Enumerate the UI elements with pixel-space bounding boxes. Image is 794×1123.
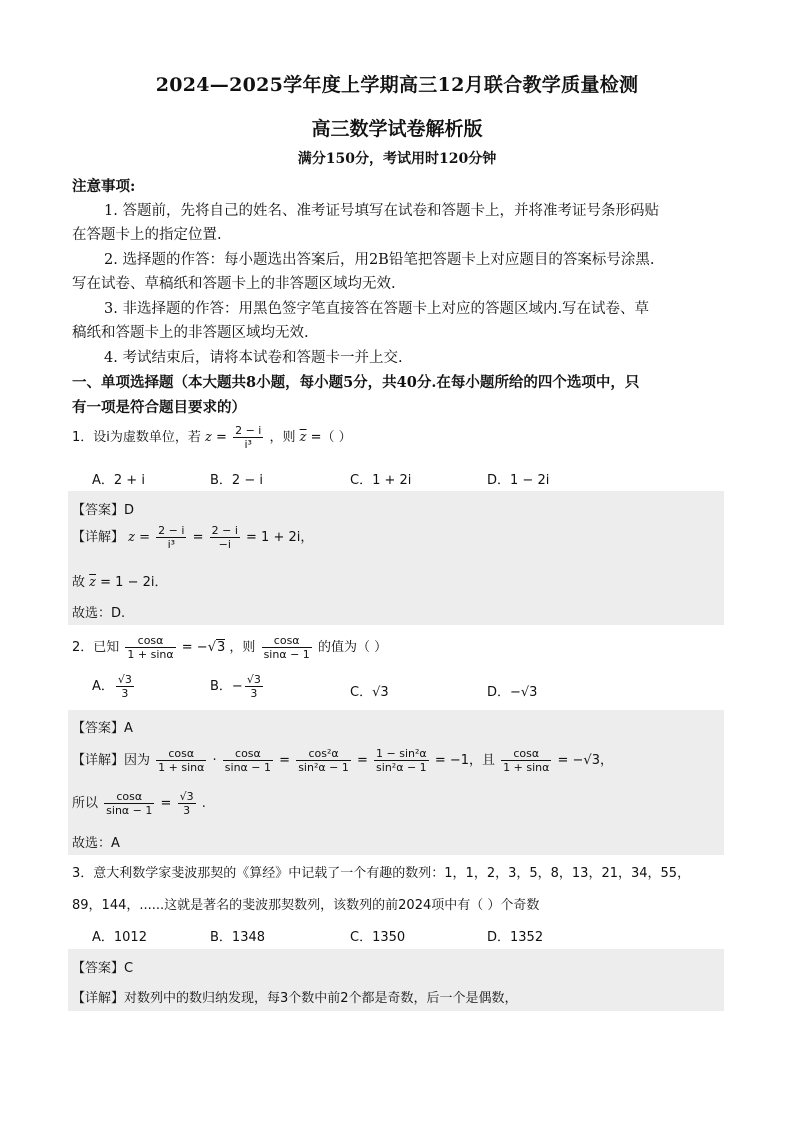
q1-num: 2 − i: [235, 424, 262, 437]
q1-answer: 【答案】D: [72, 503, 135, 518]
q2-prefix: 2．已知: [72, 640, 120, 655]
q2-so-end: .: [201, 796, 206, 811]
q3-line-1: 3．意大利数学家斐波那契的《算经》中记载了一个有趣的数列：1，1，2，3，5，8，13，21，34，55，: [72, 866, 691, 881]
q2-so-result: [178, 790, 196, 817]
notice-item-4: 4. 考试结束后，请将本试卷和答题卡一并上交.: [104, 350, 403, 366]
q2-opt-a-num: √3: [117, 673, 132, 686]
q1-therefore-label: 故: [72, 575, 86, 590]
q3-option-c: C．1350: [350, 930, 406, 945]
q2-detail-fraction-5: [501, 747, 551, 774]
q2-choice: 故选：A: [72, 836, 120, 851]
q2-so-rden: 3: [178, 803, 196, 817]
q1-zbar: $\overline{z}$: [299, 430, 307, 445]
q2-f2-num: cosα: [273, 634, 300, 647]
q2-d-eq2: =: [356, 753, 368, 768]
q3-detail: 【详解】对数列中的数归纳发现，每3个数中前2个都是奇数，后一个是偶数，: [72, 991, 518, 1006]
q2-root3: 3: [217, 640, 226, 655]
q1-detail-num1: 2 − i: [158, 524, 185, 537]
q1-detail-fraction-2: [210, 524, 240, 551]
q3-option-b: B．1348: [210, 930, 266, 945]
q1-therefore: [72, 571, 724, 590]
q2-fraction-2: [262, 634, 312, 661]
q1-therefore-rest: = 1 − 2i．: [100, 575, 168, 590]
q2-mid: = −: [181, 640, 208, 655]
q1-tail: =（ ）: [310, 430, 352, 445]
q2-d-f1-num: cosα: [168, 747, 195, 760]
exam-subtitle: 高三数学试卷解析版: [311, 118, 483, 140]
q2-so-num: cosα: [116, 790, 143, 803]
q2-d-rest: = −1，且: [434, 753, 496, 768]
q2-detail-label: 【详解】因为: [72, 753, 151, 768]
q2-d-f5-num: cosα: [513, 747, 540, 760]
q1-detail-z: z =: [128, 530, 151, 545]
notice-item-3-line-1: 3. 非选择题的作答：用黑色签字笔直接答在答题卡上对应的答题区域内.写在试卷、草: [104, 301, 650, 317]
q1-eq: =: [216, 430, 227, 445]
section-1-heading-line-1: 一、单项选择题（本大题共8小题，每小题5分，共40分.在每小题所给的四个选项中，只: [72, 374, 640, 391]
question-2: 2．已知 $\frac{\cos\alpha}{1 + \sin\alpha}$ = −√3 ，则 $\frac{\cos\alpha}{\sin\alpha - 1}$ 的值为（ ）: [72, 634, 388, 661]
q2-opt-a-fraction: [116, 673, 134, 700]
q2-answer: 【答案】A: [72, 721, 133, 736]
q2-d-f4-num: 1 − sin²α: [376, 747, 427, 760]
q2-d-f2-den: sinα − 1: [224, 761, 272, 774]
q2-option-a: [92, 673, 136, 700]
q1-detail-eq: =: [192, 530, 204, 545]
q2-d-f2-num: cosα: [235, 747, 261, 760]
q1-choice: 故选：D.: [72, 606, 126, 621]
q1-suffix: ，则: [269, 430, 296, 445]
q2-detail-fraction-4: [374, 747, 429, 774]
q2-opt-a-den: 3: [116, 686, 134, 700]
notice-item-1-line-1: 1. 答题前，先将自己的姓名、准考证号填写在试卷和答题卡上，并将准考证号条形码贴: [104, 203, 659, 219]
notice-item-2-line-2: 写在试卷、草稿纸和答题卡上的非答题区域均无效.: [72, 276, 396, 292]
q2-so-fraction: [104, 790, 154, 817]
q2-then: ，则: [229, 640, 256, 655]
q2-so-den: sinα − 1: [106, 804, 153, 817]
q2-d-f5-den: 1 + sinα: [503, 761, 550, 774]
question-1: [72, 424, 724, 451]
q2-f2-den: sinα − 1: [263, 648, 310, 661]
q3-option-d: D．1352: [487, 930, 544, 945]
q2-detail-fraction-2: [223, 747, 273, 774]
q2-detail: [72, 747, 724, 774]
q1-detail-den1: i³: [156, 537, 186, 551]
q1-detail-den2: −i: [210, 537, 240, 551]
q2-f1-num: cosα: [137, 634, 164, 647]
q2-d-f4-den: sin²α − 1: [376, 761, 427, 774]
q2-fraction-1: [125, 634, 175, 661]
q2-opt-b-fraction: [245, 673, 263, 700]
notice-item-2-line-1: 2. 选择题的作答：每小题选出答案后，用2B铅笔把答题卡上对应题目的答案标号涂黑.: [104, 252, 655, 268]
q2-so-label: 所以: [72, 796, 99, 811]
q1-option-b: B．2 − i: [210, 473, 263, 488]
q1-detail: [72, 524, 724, 551]
q2-d-rest2: = −√3，: [557, 753, 613, 768]
q2-d-f3-den: sin²α − 1: [298, 761, 349, 774]
q2-so: [72, 790, 724, 817]
q2-d-eq1: =: [279, 753, 291, 768]
notice-heading: 注意事项:: [72, 178, 136, 195]
q2-option-d: D．−√3: [487, 685, 538, 700]
q2-d-f1-den: 1 + sinα: [158, 761, 205, 774]
q2-detail-fraction-1: [156, 747, 206, 774]
q2-detail-fraction-3: [296, 747, 351, 774]
q3-answer: 【答案】C: [72, 961, 134, 976]
q2-f1-den: 1 + sinα: [127, 648, 174, 661]
q2-tail: 的值为（ ）: [317, 640, 388, 655]
q1-z: z: [205, 430, 212, 445]
q2-so-eq: =: [160, 796, 172, 811]
q1-option-a: A．2 + i: [92, 473, 145, 488]
q2-opt-a-label: A．: [92, 679, 114, 694]
q1-detail-num2: 2 − i: [211, 524, 238, 537]
q2-d-dot: ·: [212, 753, 217, 768]
q2-option-c: C．√3: [350, 685, 389, 700]
q2-so-rnum: √3: [179, 790, 194, 803]
q2-opt-b-den: 3: [245, 686, 263, 700]
q2-opt-b-label: B．−: [210, 679, 243, 694]
q1-detail-rest: = 1 + 2i，: [246, 530, 314, 545]
q2-d-f3-num: cos²α: [308, 747, 339, 760]
q1-prefix: 1．设i为虚数单位，若: [72, 430, 201, 445]
q2-option-b: [210, 673, 265, 700]
exam-time-info: 满分150分，考试用时120分钟: [297, 151, 497, 167]
q1-option-d: D．1 − 2i: [487, 473, 550, 488]
exam-title: 2024—2025学年度上学期高三12月联合教学质量检测: [155, 74, 639, 96]
q1-option-c: C．1 + 2i: [350, 473, 412, 488]
q1-fraction: [233, 424, 263, 451]
q1-den: i³: [233, 437, 263, 451]
q3-option-a: A．1012: [92, 930, 147, 945]
q3-line-2: 89，144，......这就是著名的斐波那契数列，该数列的前2024项中有（ ）个奇数: [72, 898, 540, 913]
notice-item-3-line-2: 稿纸和答题卡上的非答题区域均无效.: [72, 325, 309, 341]
q2-opt-b-num: √3: [246, 673, 261, 686]
q1-detail-label: 【详解】: [72, 530, 125, 545]
q1-detail-fraction-1: [156, 524, 186, 551]
section-1-heading-line-2: 有一项是符合题目要求的）: [72, 399, 246, 416]
q1-therefore-zbar: $\overline{z}$: [89, 575, 97, 590]
notice-item-1-line-2: 在答题卡上的指定位置.: [72, 227, 222, 243]
